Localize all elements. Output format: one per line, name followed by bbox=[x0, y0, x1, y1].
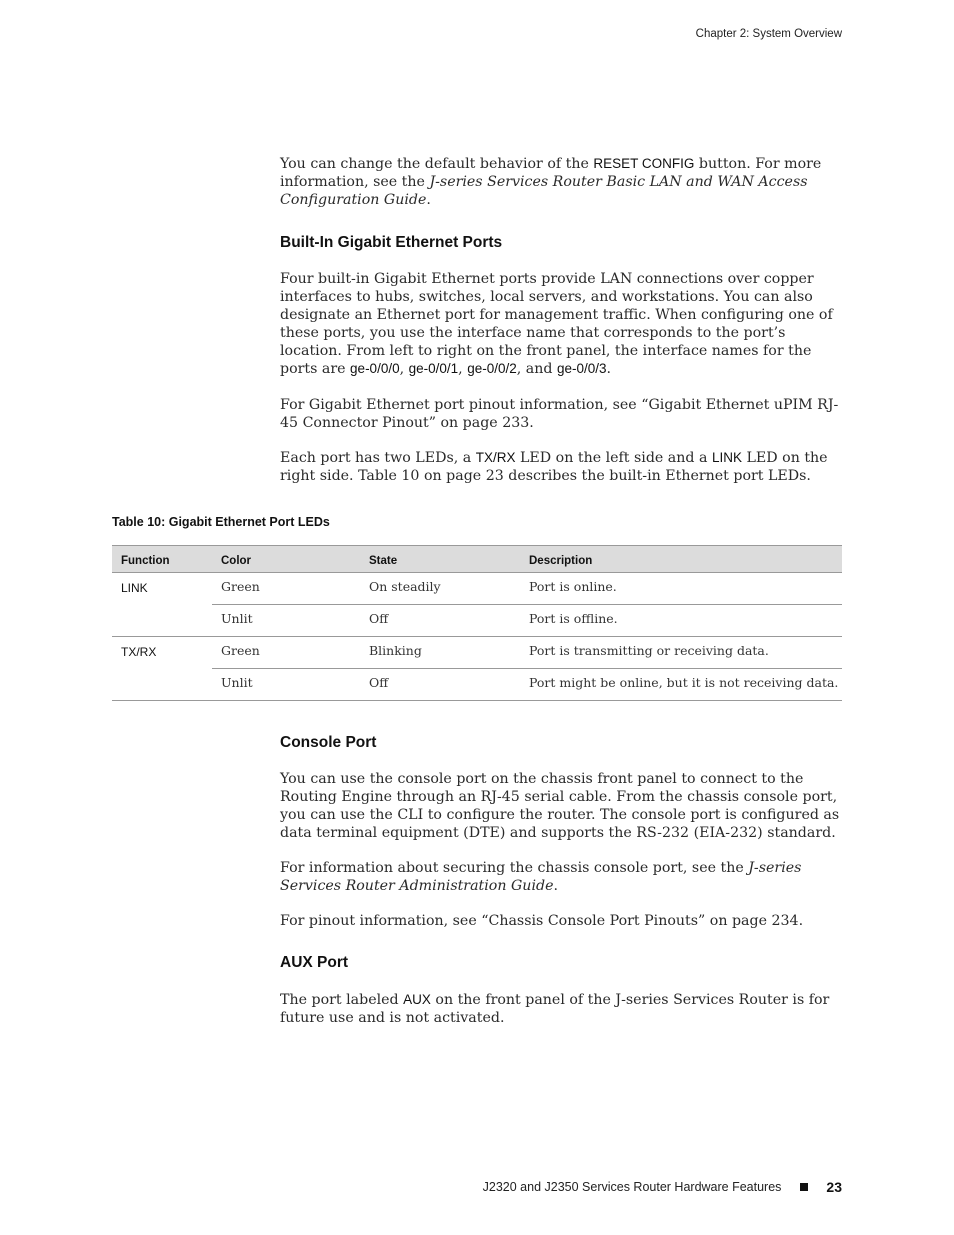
gige-paragraph-3 bbox=[280, 449, 842, 485]
gige-section bbox=[280, 270, 842, 378]
column-header: State bbox=[360, 546, 520, 573]
separator: , bbox=[458, 361, 468, 377]
square-bullet-icon bbox=[800, 1183, 808, 1191]
reset-config-label: RESET CONFIG bbox=[593, 156, 695, 171]
interface-name: ge-0/0/3 bbox=[556, 361, 607, 376]
table-cell-description: Port is transmitting or receiving data. bbox=[520, 637, 842, 669]
table-cell-state: On steadily bbox=[360, 573, 520, 605]
console-text: . bbox=[553, 878, 558, 894]
table-cell-function: TX/RX bbox=[112, 637, 212, 701]
table-row bbox=[112, 573, 842, 605]
aux-heading: AUX Port bbox=[280, 954, 349, 971]
gige-text: LED on the right side. Table 10 on page 23 describes the built-in Ethernet port LEDs. bbox=[280, 450, 828, 484]
table-header-row bbox=[112, 546, 842, 573]
gige-heading: Built-In Gigabit Ethernet Ports bbox=[280, 234, 503, 251]
gige-leds bbox=[280, 449, 842, 485]
link-label: LINK bbox=[711, 450, 742, 465]
gige-paragraph-1 bbox=[280, 270, 842, 378]
table-row bbox=[112, 669, 842, 701]
console-paragraph-1: You can use the console port on the chassis front panel to connect to the Routing Engine through an RJ-45 serial cable. From the chassis console port, you can use the CLI to configure the router. The console port is configured as data terminal equipment (DTE) and supports the RS-232 (EIA-232) standard. bbox=[280, 771, 840, 841]
console-section bbox=[280, 770, 842, 842]
intro-section bbox=[280, 155, 842, 209]
page-number: 23 bbox=[826, 1179, 842, 1195]
table-cell-description: Port might be online, but it is not receiving data. bbox=[520, 669, 842, 701]
running-header: Chapter 2: System Overview bbox=[695, 28, 842, 40]
gige-text: LED on the left side and a bbox=[515, 450, 712, 466]
console-pinout bbox=[280, 912, 842, 930]
column-header: Color bbox=[212, 546, 360, 573]
console-heading: Console Port bbox=[280, 734, 377, 751]
interface-name: ge-0/0/1 bbox=[408, 361, 459, 376]
guide-reference: J-series Services Router Administration Guide bbox=[280, 860, 802, 894]
interface-name: ge-0/0/0 bbox=[350, 361, 400, 376]
table-cell-color: Green bbox=[212, 573, 360, 605]
table-cell-state: Off bbox=[360, 669, 520, 701]
column-header: Function bbox=[112, 546, 212, 573]
console-security bbox=[280, 859, 842, 895]
intro-paragraph bbox=[280, 155, 842, 209]
table-cell-description: Port is online. bbox=[520, 573, 842, 605]
table-cell-description: Port is offline. bbox=[520, 605, 842, 637]
separator: . bbox=[606, 361, 612, 377]
console-paragraph-2 bbox=[280, 859, 842, 895]
txrx-label: TX/RX bbox=[475, 450, 516, 465]
gige-paragraph-2: For Gigabit Ethernet port pinout information, see “Gigabit Ethernet uPIM RJ-45 Connector Pinout” on page 233. bbox=[280, 397, 839, 431]
table-cell-state: Off bbox=[360, 605, 520, 637]
table-row bbox=[112, 637, 842, 669]
gige-text: Each port has two LEDs, a bbox=[280, 450, 476, 466]
console-text: For information about securing the chassis console port, see the bbox=[280, 860, 749, 876]
table-caption: Table 10: Gigabit Ethernet Port LEDs bbox=[112, 515, 330, 529]
separator: , and bbox=[516, 361, 557, 377]
separator: , bbox=[399, 361, 409, 377]
interface-name: ge-0/0/2 bbox=[467, 361, 517, 376]
table-cell-color: Unlit bbox=[212, 605, 360, 637]
guide-reference: J-series Services Router Basic LAN and WAN Access Configuration Guide bbox=[280, 174, 808, 208]
footer-title: J2320 and J2350 Services Router Hardware Features bbox=[482, 1180, 782, 1194]
table-cell-color: Unlit bbox=[212, 669, 360, 701]
intro-text-c: . bbox=[426, 192, 431, 208]
aux-text: The port labeled bbox=[280, 992, 404, 1008]
table-row bbox=[112, 605, 842, 637]
gige-text-a: Four built-in Gigabit Ethernet ports provide LAN connections over copper interfaces to hubs, switches, local servers, and workstations. You can also designate an Ethernet port for management traffic. When configuring one of these ports, you use the interface name that corresponds to the port’s location. From left to right on the front panel, the interface names for the ports are bbox=[280, 271, 833, 377]
aux-label: AUX bbox=[403, 992, 431, 1007]
column-header: Description bbox=[520, 546, 842, 573]
table-cell-state: Blinking bbox=[360, 637, 520, 669]
aux-paragraph bbox=[280, 991, 842, 1027]
table-cell-function: LINK bbox=[112, 573, 212, 637]
gige-pinout bbox=[280, 396, 842, 432]
table-cell-color: Green bbox=[212, 637, 360, 669]
aux-text: on the front panel of the J-series Services Router is for future use and is not activated. bbox=[280, 992, 830, 1026]
intro-text-a: You can change the default behavior of the bbox=[280, 156, 594, 172]
led-table bbox=[112, 545, 842, 701]
page-footer bbox=[483, 1179, 842, 1195]
intro-text-b: button. For more information, see the bbox=[280, 156, 822, 190]
console-paragraph-3: For pinout information, see “Chassis Console Port Pinouts” on page 234. bbox=[280, 913, 804, 929]
aux-section bbox=[280, 991, 842, 1027]
